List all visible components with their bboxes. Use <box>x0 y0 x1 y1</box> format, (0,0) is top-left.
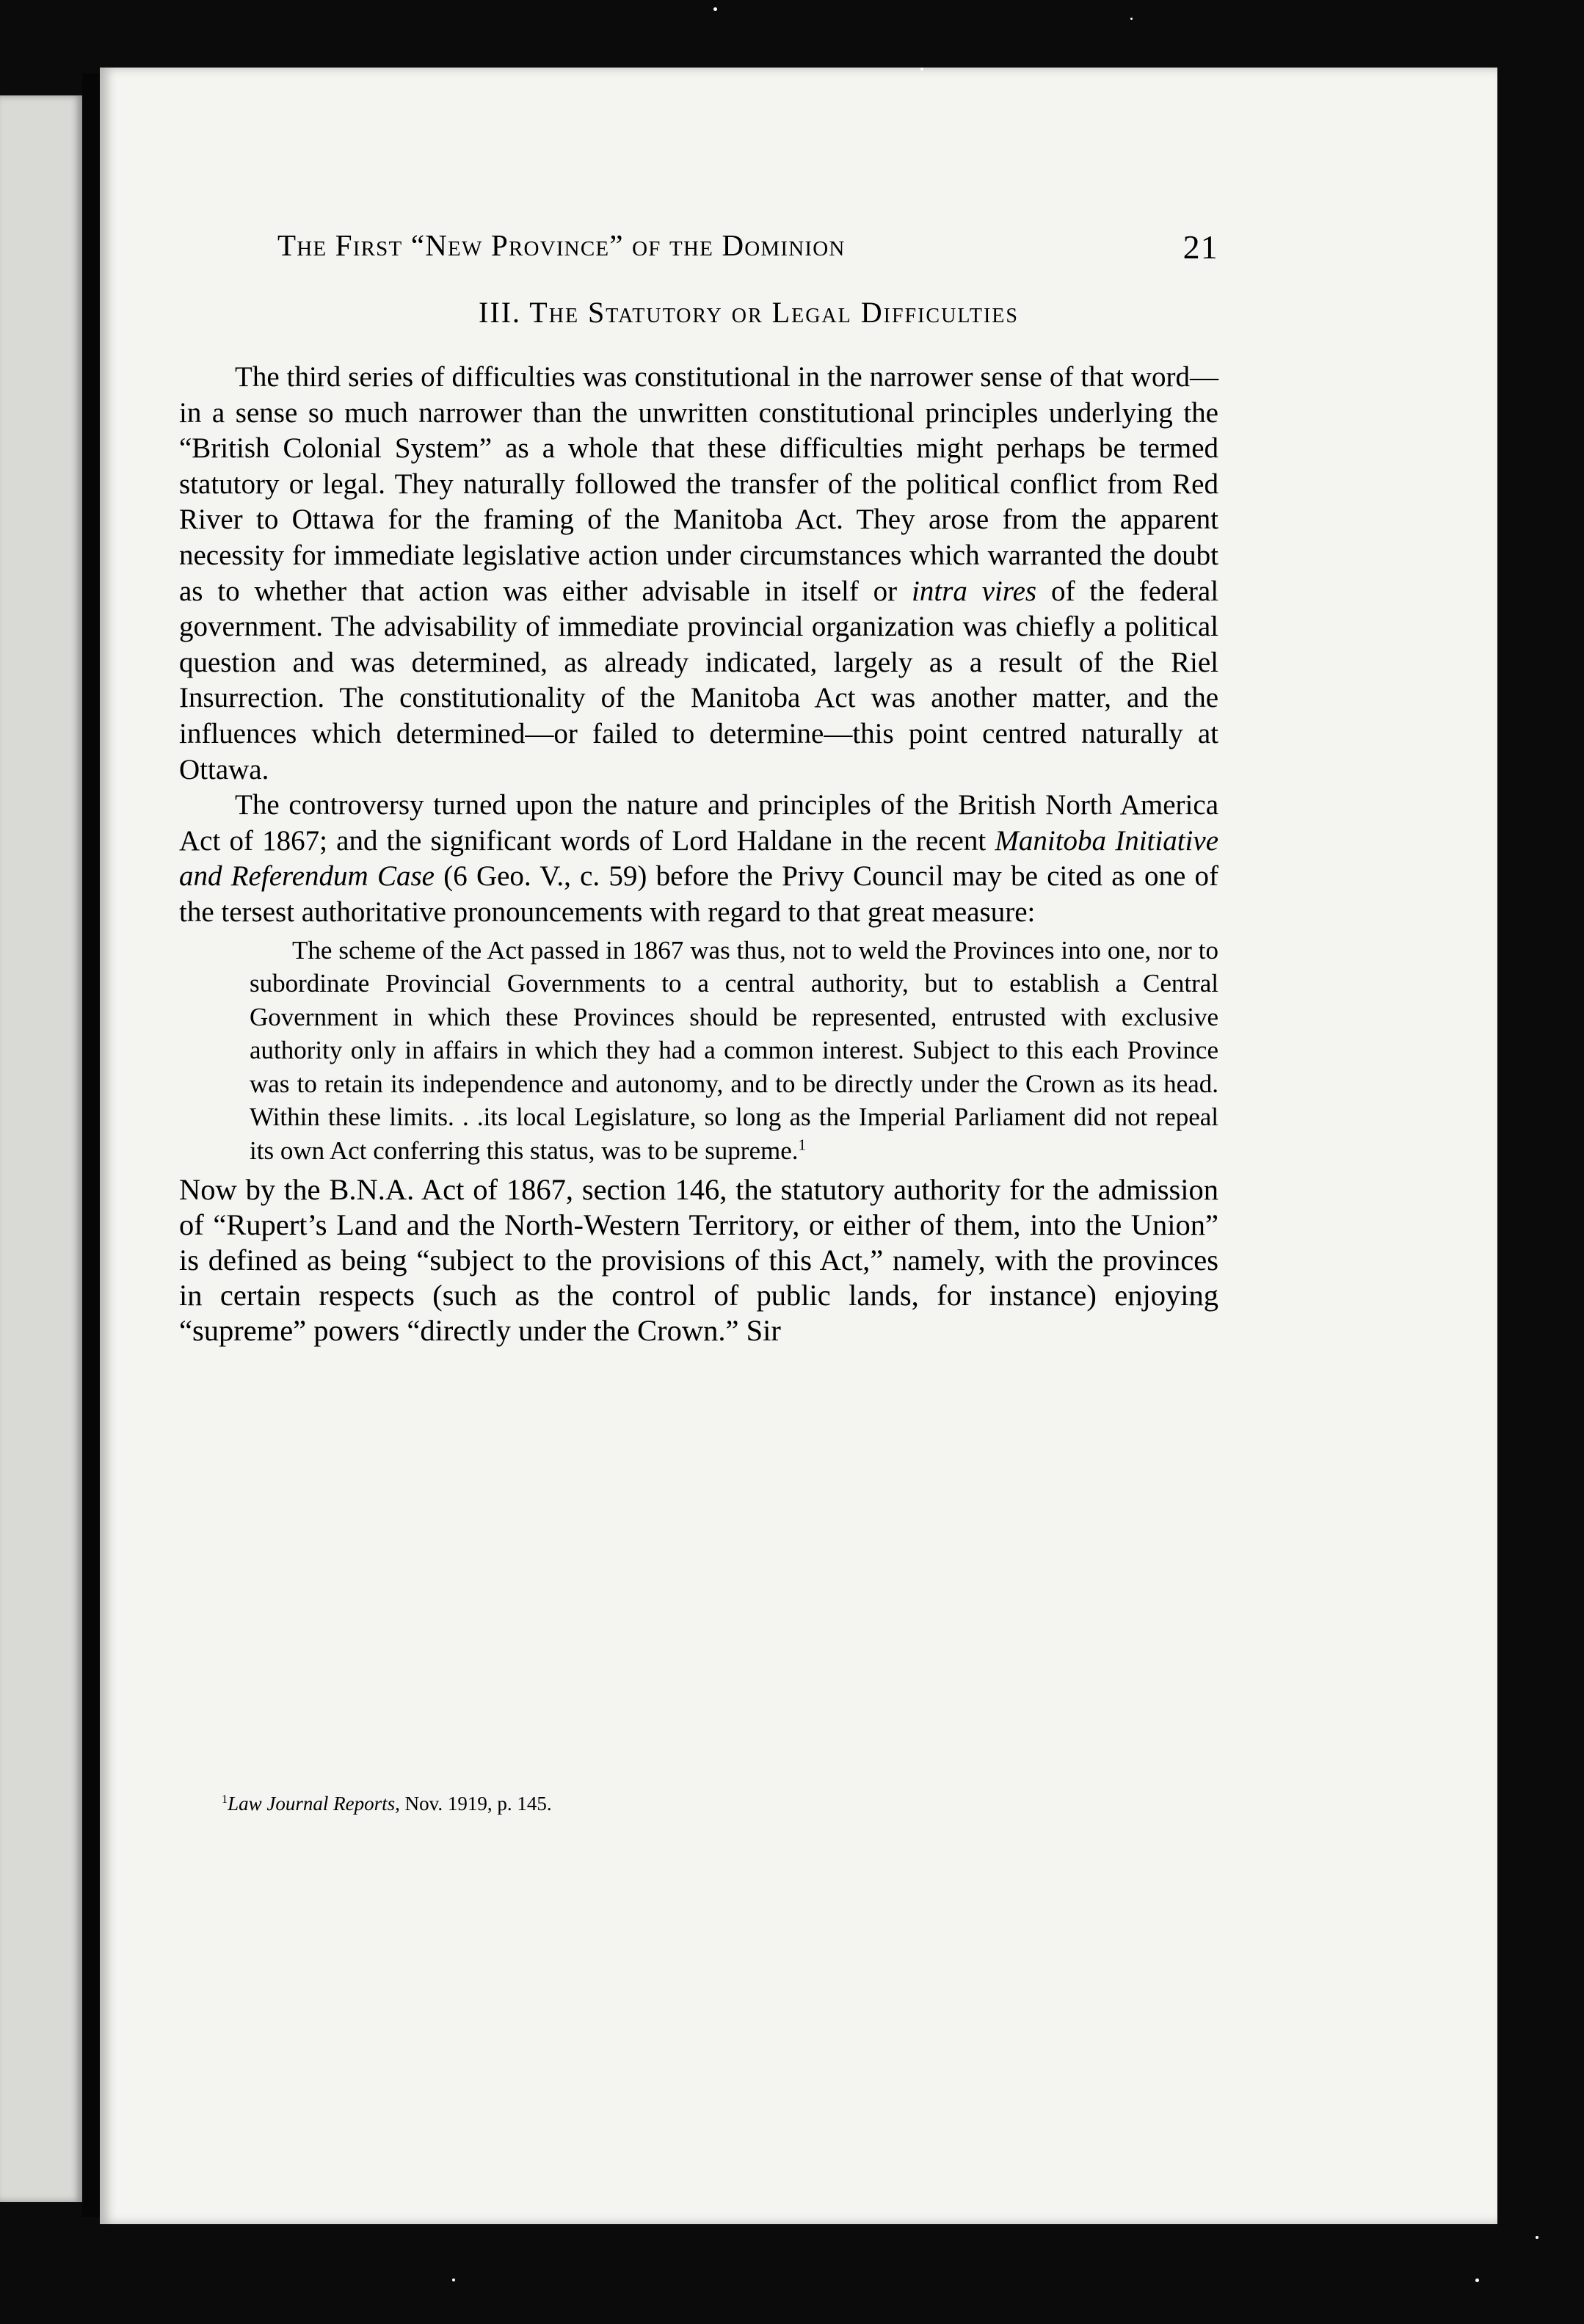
paragraph-1-text-a: The third series of difficulties was constitutional in the narrower sense of that word—in a sense so much narrower than the unwritten constitutional principles underlying the “British Colonial System” as a whole that these difficulties might perhaps be termed statutory or legal. They naturally followed the transfer of the political conflict from Red River to Ottawa for the framing of the Manitoba Act. They arose from the apparent necessity for immediate legislative action under circumstances which warranted the doubt as to whether that action was either advisable in itself or <box>179 361 1218 607</box>
book-gutter <box>82 73 100 2217</box>
paragraph-2-italic: Manitoba Initiative and Referendum Case <box>179 824 1218 893</box>
section-heading: III. The Statutory or Legal Difficulties <box>479 296 1019 329</box>
footnote-source: Law Journal Reports, <box>228 1793 400 1815</box>
block-quote <box>250 934 1218 1168</box>
page-number: 21 <box>1182 228 1218 266</box>
paragraph-2-text-a: The controversy turned upon the nature and principles of the British North America Act of 1867; and the significant words of Lord Haldane in the recent <box>179 789 1218 857</box>
previous-page-edge <box>0 95 82 2202</box>
paragraph-2-text-b: (6 Geo. V., c. 59) before the Privy Council may be cited as one of the tersest authoritative pronouncements with regard to that great measure: <box>179 860 1219 928</box>
film-speck <box>452 2278 455 2281</box>
paragraph-1-italic: intra vires <box>912 575 1037 607</box>
footnote-reference: 1 <box>798 1136 807 1154</box>
paragraph-2 <box>179 788 1218 930</box>
film-speck <box>1130 18 1133 20</box>
paragraph-1 <box>179 360 1218 788</box>
footnote <box>222 1793 1176 1815</box>
running-head <box>277 228 1218 266</box>
film-speck <box>713 7 717 11</box>
footnote-citation: Nov. 1919, p. 145. <box>404 1793 552 1815</box>
film-speck <box>1536 2236 1538 2239</box>
block-quote-text: The scheme of the Act passed in 1867 was thus, not to weld the Provinces into one, nor to subordinate Provincial Governments to a central authority, but to establish a Central Government in which these Provinces should be represented, entrusted with exclusive authority only in affairs in which they had a common interest. Subject to this each Province was to retain its independence and autonomy, and to be directly under the Crown as its head. Within these limits. . .its local Legislature, so long as the Imperial Parliament did not repeal its own Act conferring this status, was to be supreme. <box>250 935 1218 1166</box>
footnote-marker: 1 <box>222 1793 228 1806</box>
paragraph-3: Now by the B.N.A. Act of 1867, section 146, the statutory authority for the admission of “Rupert’s Land and the North-Western Territory, or either of them, into the Union” is defined as being “subject to the provisions of this Act,” namely, with the provinces in certain respects (such as the control of public lands, for instance) enjoying “supreme” powers “directly under the Crown.” Sir <box>179 1172 1218 1347</box>
page-body <box>179 360 1218 1348</box>
paragraph-1-text-b: of the federal government. The advisability of immediate provincial organization was chiefly a political question and was determined, as already indicated, largely as a result of the Riel Insurrection. The constitutionality of the Manitoba Act was another matter, and the influences which determined—or failed to determine—this point centred naturally at Ottawa. <box>179 575 1219 785</box>
running-head-title: The First “New Province” of the Dominion <box>277 228 846 262</box>
film-speck <box>920 68 923 70</box>
film-speck <box>1475 2278 1479 2282</box>
